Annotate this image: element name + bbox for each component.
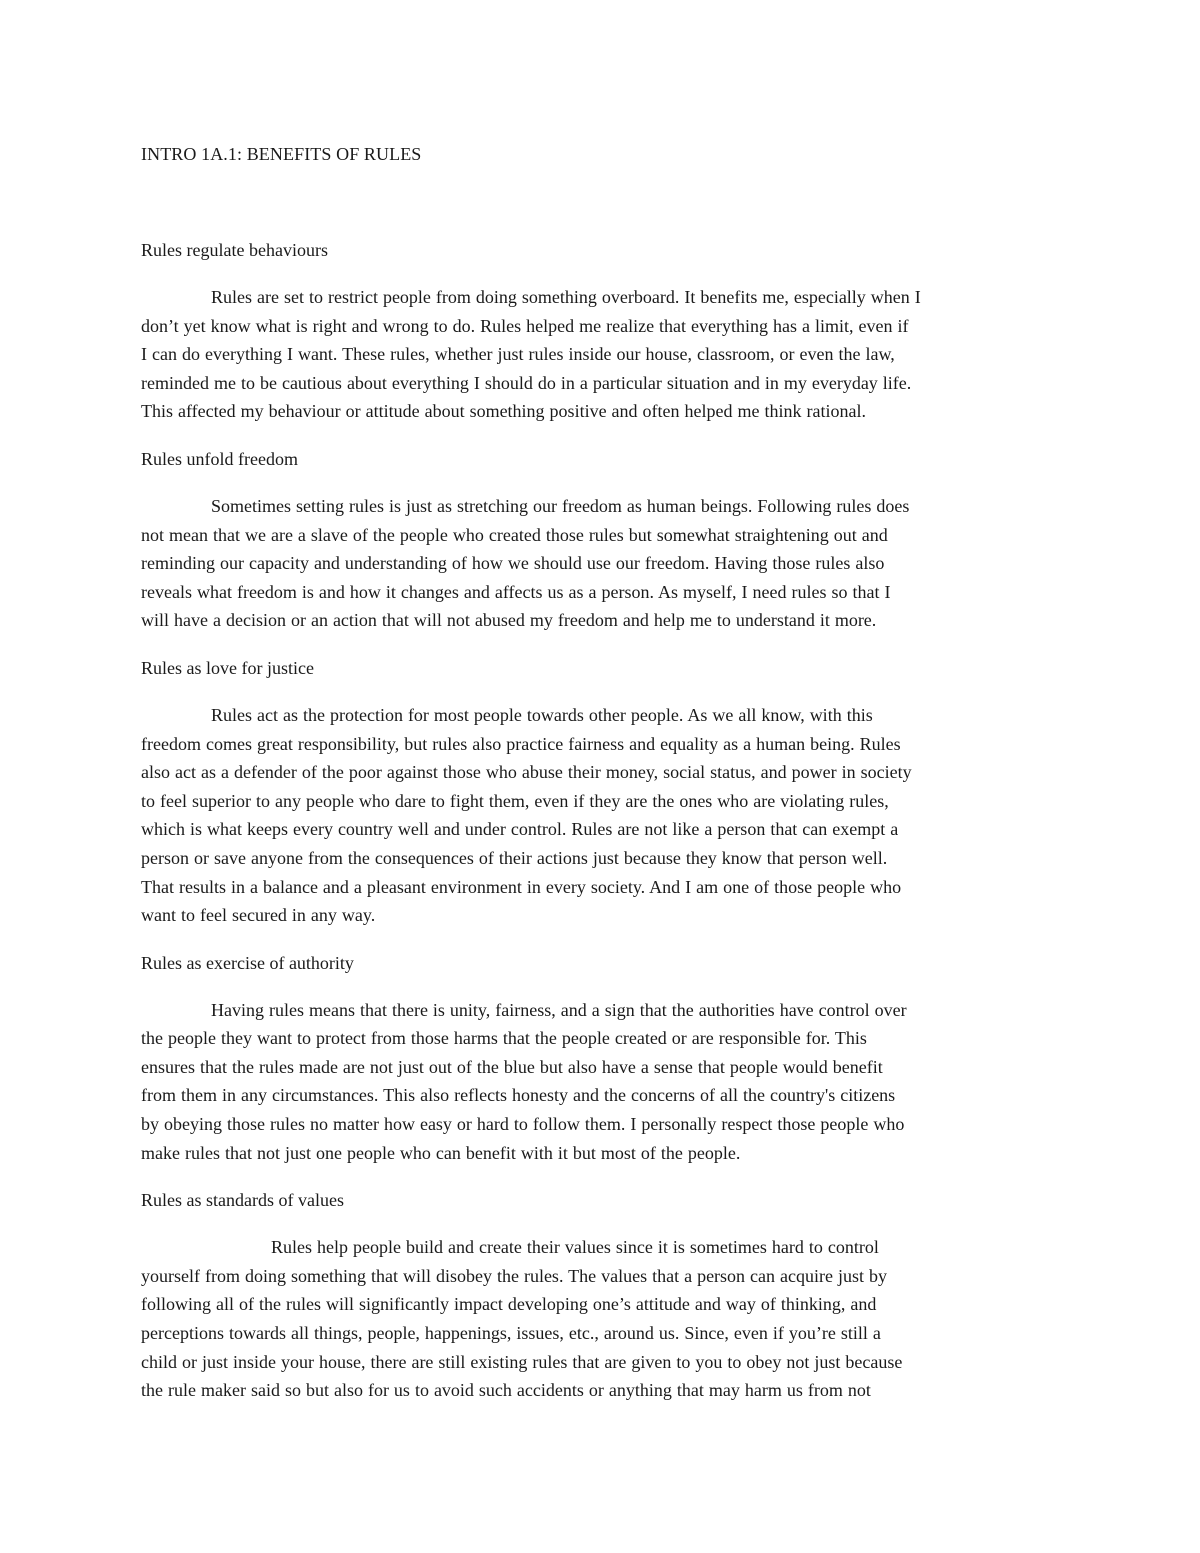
section-paragraph [141, 492, 1061, 635]
paragraph-line: This affected my behaviour or attitude about something positive and often helped me think rational. [141, 401, 866, 422]
paragraph-line: reminded me to be cautious about everything I should do in a particular situation and in my everyday life. [141, 372, 912, 393]
paragraph-line: from them in any circumstances. This also reflects honesty and the concerns of all the country's citizens [141, 1085, 896, 1106]
paragraph-line: child or just inside your house, there are still existing rules that are given to you to obey not just because [141, 1351, 903, 1372]
paragraph-line: I can do everything I want. These rules, whether just rules inside our house, classroom, or even the law, [141, 344, 895, 365]
section-heading: Rules as standards of values [141, 1190, 344, 1211]
paragraph-line: Having rules means that there is unity, fairness, and a sign that the authorities have control over [211, 999, 907, 1020]
paragraph-line: to feel superior to any people who dare to fight them, even if they are the ones who are violating rules, [141, 790, 889, 811]
paragraph-line: yourself from doing something that will disobey the rules. The values that a person can acquire just by [141, 1265, 887, 1286]
paragraph-line: the people they want to protect from those harms that the people created or are responsible for. This [141, 1028, 867, 1049]
section-heading: Rules as love for justice [141, 657, 314, 678]
paragraph-line: the rule maker said so but also for us to avoid such accidents or anything that may harm us from not [141, 1380, 871, 1401]
paragraph-line: reminding our capacity and understanding of how we should use our freedom. Having those rules also [141, 553, 885, 574]
paragraph-line: will have a decision or an action that will not abused my freedom and help me to understand it more. [141, 610, 877, 631]
paragraph-line: don’t yet know what is right and wrong to do. Rules helped me realize that everything has a limit, even if [141, 315, 909, 336]
paragraph-line: reveals what freedom is and how it changes and affects us as a person. As myself, I need rules so that I [141, 581, 891, 602]
paragraph-line: Rules act as the protection for most people towards other people. As we all know, with this [211, 704, 873, 725]
paragraph-line: That results in a balance and a pleasant environment in every society. And I am one of those people who [141, 876, 902, 897]
section-heading: Rules unfold freedom [141, 448, 298, 469]
section-exercise-of-authority [141, 949, 1061, 1168]
paragraph-line: Sometimes setting rules is just as stretching our freedom as human beings. Following rules does [211, 495, 910, 516]
section-standards-of-values [141, 1186, 1061, 1405]
paragraph-line: ensures that the rules made are not just out of the blue but also have a sense that people would benefit [141, 1056, 883, 1077]
paragraph-line: want to feel secured in any way. [141, 905, 376, 926]
document-page [141, 140, 1061, 1405]
paragraph-line: make rules that not just one people who can benefit with it but most of the people. [141, 1142, 741, 1163]
section-paragraph [141, 996, 1061, 1168]
paragraph-line: also act as a defender of the poor against those who abuse their money, social status, and power in society [141, 762, 912, 783]
paragraph-line: Rules help people build and create their values since it is sometimes hard to control [271, 1237, 879, 1258]
section-heading: Rules as exercise of authority [141, 952, 354, 973]
section-regulate-behaviours [141, 236, 1061, 426]
section-paragraph [141, 701, 1061, 930]
paragraph-line: which is what keeps every country well and under control. Rules are not like a person that can exempt a [141, 819, 899, 840]
section-unfold-freedom [141, 445, 1061, 635]
paragraph-line: perceptions towards all things, people, happenings, issues, etc., around us. Since, even if you’re still a [141, 1323, 881, 1344]
paragraph-line: freedom comes great responsibility, but rules also practice fairness and equality as a human being. Rules [141, 733, 901, 754]
section-heading: Rules regulate behaviours [141, 240, 328, 260]
document-title: INTRO 1A.1: BENEFITS OF RULES [141, 144, 422, 164]
paragraph-line: person or save anyone from the consequences of their actions just because they know that person well. [141, 847, 888, 868]
section-paragraph [141, 1233, 1061, 1405]
section-love-for-justice [141, 654, 1061, 930]
paragraph-line: by obeying those rules no matter how easy or hard to follow them. I personally respect those people who [141, 1114, 905, 1135]
section-paragraph [141, 283, 1061, 426]
paragraph-line: not mean that we are a slave of the people who created those rules but somewhat straightening out and [141, 524, 888, 545]
paragraph-line: following all of the rules will significantly impact developing one’s attitude and way of thinking, and [141, 1294, 877, 1315]
paragraph-line: Rules are set to restrict people from doing something overboard. It benefits me, especially when I [211, 287, 921, 307]
